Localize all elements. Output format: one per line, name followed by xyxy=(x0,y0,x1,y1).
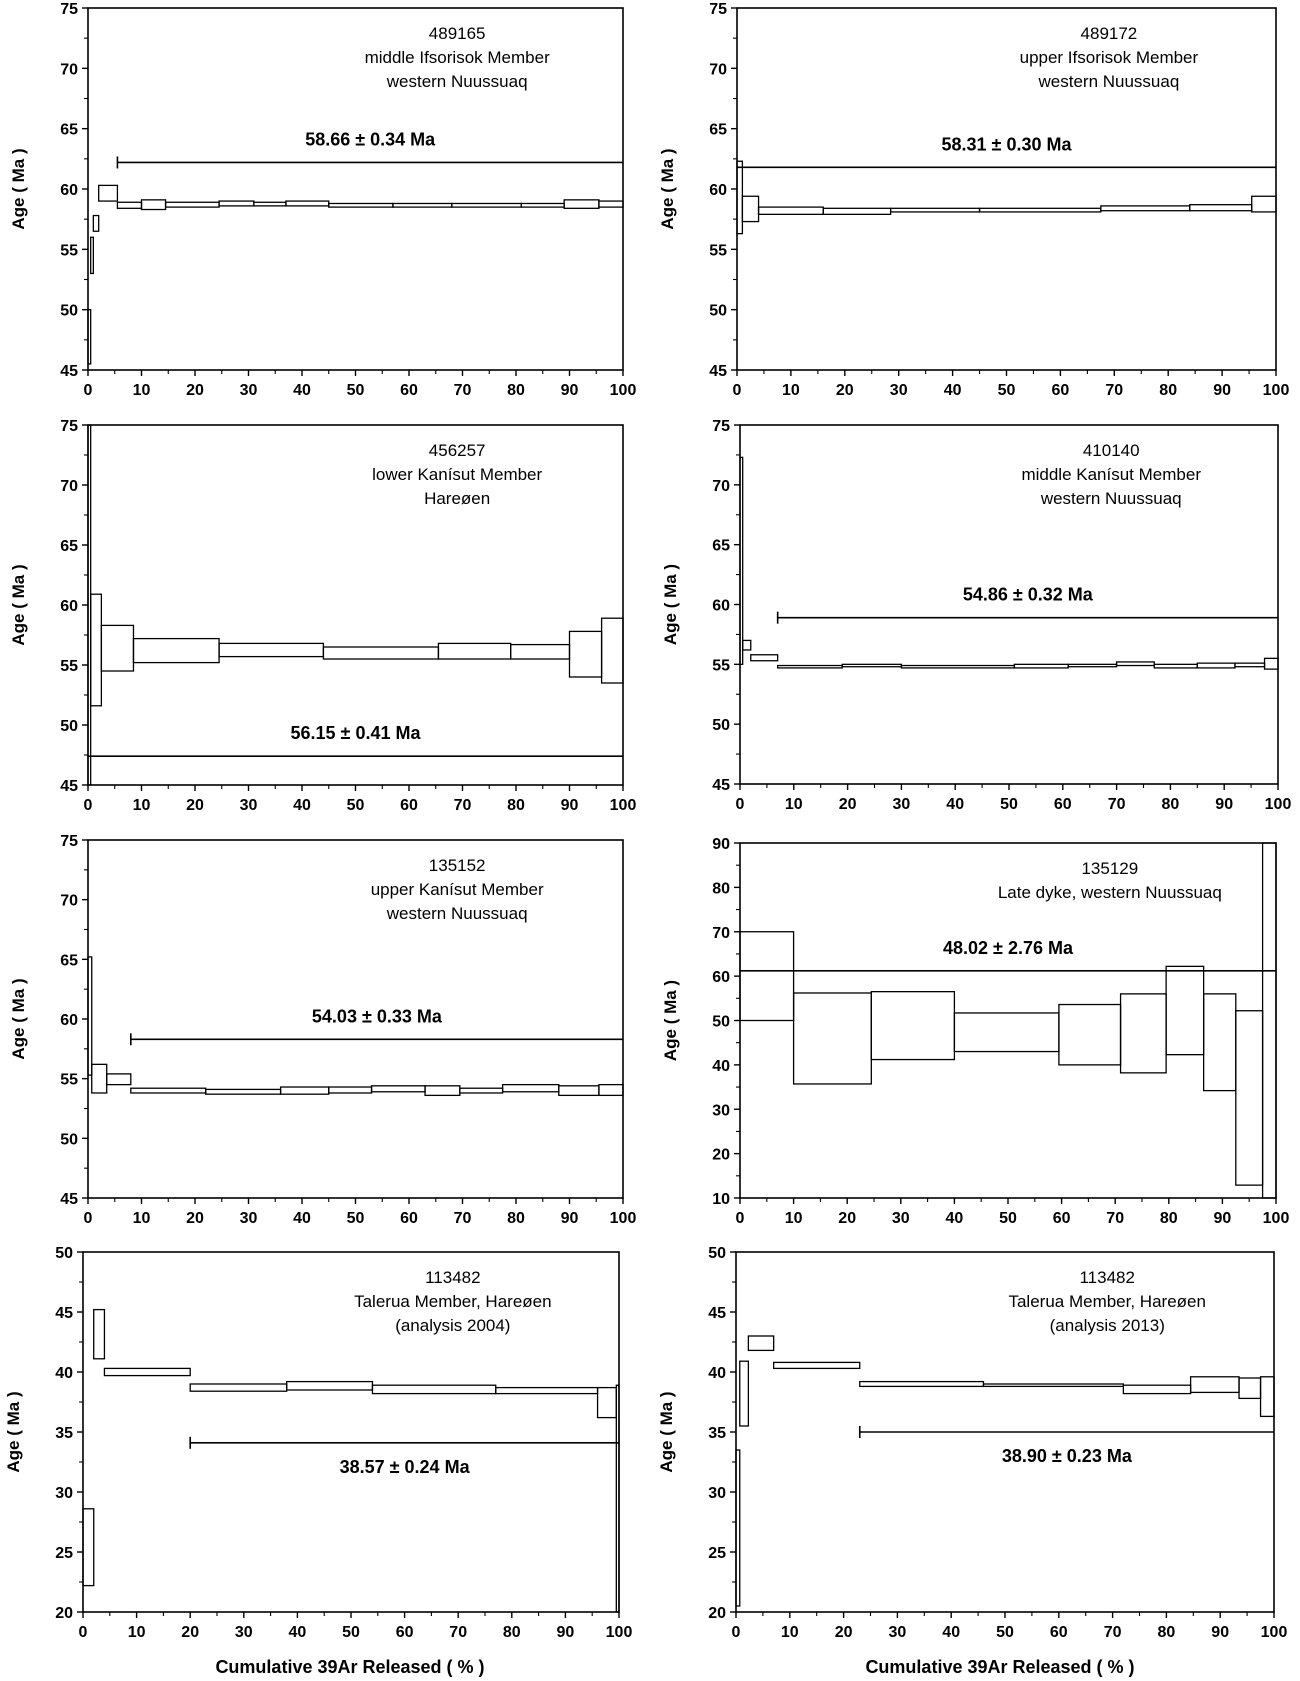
y-tick-label: 50 xyxy=(60,302,78,320)
step-box xyxy=(1117,662,1155,666)
x-tick-label: 30 xyxy=(239,382,258,399)
x-tick-label: 70 xyxy=(1107,796,1126,813)
step-box xyxy=(1197,663,1235,668)
x-tick-label: 0 xyxy=(83,1210,93,1227)
y-tick-label: 50 xyxy=(708,1245,726,1262)
step-box xyxy=(1154,664,1197,668)
step-box xyxy=(1121,994,1167,1073)
x-tick-label: 10 xyxy=(784,1210,803,1227)
step-box xyxy=(1101,206,1190,211)
sample-id: 113482 xyxy=(425,1268,481,1287)
sample-description: middle Ifsorisok Member xyxy=(364,48,550,67)
sample-id: 410140 xyxy=(1082,441,1140,460)
chart-panel-7 xyxy=(4,1245,632,1641)
y-tick-label: 50 xyxy=(60,1131,78,1149)
y-axis-label: Age ( Ma ) xyxy=(4,1391,23,1473)
y-tick-label: 25 xyxy=(55,1545,73,1562)
y-tick-label: 45 xyxy=(60,1191,78,1208)
x-axis-title-right: Cumulative 39Ar Released ( % ) xyxy=(865,1657,1135,1677)
y-tick-label: 70 xyxy=(60,892,78,910)
sample-description: Hareøen xyxy=(424,489,491,508)
step-box xyxy=(93,216,98,232)
step-box xyxy=(92,1064,107,1093)
x-tick-label: 20 xyxy=(838,796,857,813)
x-tick-label: 50 xyxy=(346,382,365,399)
sample-id: 489165 xyxy=(428,24,486,43)
sample-id: 456257 xyxy=(428,441,486,460)
x-tick-label: 30 xyxy=(888,1624,907,1641)
step-box xyxy=(570,631,602,677)
step-box xyxy=(740,1361,749,1426)
y-tick-label: 30 xyxy=(712,1102,730,1120)
y-tick-label: 60 xyxy=(60,1012,78,1029)
chart-panel-6 xyxy=(661,836,1289,1227)
step-box xyxy=(1059,1005,1121,1065)
step-box xyxy=(1235,663,1265,667)
step-box xyxy=(759,207,824,214)
step-box xyxy=(860,1382,984,1387)
plateau-age-label: 48.02 ± 2.76 Ma xyxy=(943,937,1073,958)
x-tick-label: 50 xyxy=(999,1210,1017,1227)
y-tick-label: 65 xyxy=(712,537,730,555)
step-box xyxy=(1014,664,1068,668)
x-tick-label: 40 xyxy=(945,1210,964,1227)
step-box xyxy=(503,1085,559,1092)
sample-description: (analysis 2004) xyxy=(395,1316,511,1335)
step-box xyxy=(206,1089,281,1094)
step-box xyxy=(372,1086,426,1092)
y-tick-label: 35 xyxy=(708,1425,726,1442)
step-box xyxy=(496,1388,598,1394)
step-box xyxy=(438,643,510,659)
x-tick-label: 70 xyxy=(1105,382,1124,399)
y-tick-label: 70 xyxy=(60,61,78,79)
step-box xyxy=(599,1085,623,1096)
x-tick-label: 50 xyxy=(997,382,1016,399)
step-box xyxy=(142,200,166,210)
y-tick-label: 70 xyxy=(712,924,730,942)
x-tick-label: 0 xyxy=(735,1210,745,1227)
x-tick-label: 40 xyxy=(942,1624,961,1641)
y-tick-label: 35 xyxy=(55,1425,73,1442)
x-tick-label: 60 xyxy=(395,1624,414,1641)
y-tick-label: 75 xyxy=(712,418,730,435)
chart-panel-5 xyxy=(9,833,636,1227)
x-tick-label: 80 xyxy=(507,1210,525,1227)
y-tick-label: 40 xyxy=(708,1365,726,1382)
x-tick-label: 20 xyxy=(181,1624,200,1641)
step-box xyxy=(751,655,778,661)
chart-panel-8 xyxy=(657,1245,1287,1641)
step-box xyxy=(166,202,220,207)
step-box xyxy=(891,208,980,212)
y-tick-label: 55 xyxy=(60,242,78,260)
sample-description: Late dyke, western Nuussuaq xyxy=(997,883,1222,902)
step-box xyxy=(88,957,92,1075)
x-tick-label: 60 xyxy=(1051,382,1070,399)
x-tick-label: 30 xyxy=(889,382,908,399)
x-tick-label: 50 xyxy=(342,1624,360,1641)
chart-panel-2 xyxy=(658,1,1289,399)
y-tick-label: 75 xyxy=(60,833,78,850)
x-tick-label: 10 xyxy=(132,1210,151,1227)
x-tick-label: 20 xyxy=(838,1210,857,1227)
step-box xyxy=(1166,966,1204,1054)
x-tick-label: 90 xyxy=(1213,382,1231,399)
x-tick-label: 0 xyxy=(731,1624,741,1641)
x-tick-label: 90 xyxy=(1211,1624,1230,1641)
y-axis-label: Age ( Ma ) xyxy=(661,563,680,646)
x-tick-label: 90 xyxy=(556,1624,575,1641)
step-box xyxy=(1263,843,1276,1198)
step-box xyxy=(117,202,141,208)
x-tick-label: 70 xyxy=(1103,1624,1122,1641)
step-box xyxy=(425,1086,460,1096)
x-tick-label: 10 xyxy=(127,1624,146,1641)
step-box xyxy=(104,1368,190,1375)
x-tick-label: 80 xyxy=(1161,796,1180,813)
plateau-age-label: 58.66 ± 0.34 Ma xyxy=(305,129,436,150)
step-box xyxy=(740,932,794,1021)
step-box xyxy=(133,639,219,663)
y-tick-label: 20 xyxy=(712,1146,730,1164)
sample-description: western Nuussuaq xyxy=(1040,489,1182,508)
step-box xyxy=(372,1385,495,1393)
x-tick-label: 90 xyxy=(560,1210,579,1227)
step-box xyxy=(740,457,743,664)
y-tick-label: 50 xyxy=(712,717,730,735)
sample-description: western Nuussuaq xyxy=(1038,72,1180,91)
step-box xyxy=(983,1384,1123,1386)
x-tick-label: 40 xyxy=(288,1624,307,1641)
x-tick-label: 50 xyxy=(996,1624,1014,1641)
step-box xyxy=(101,625,133,671)
step-box xyxy=(511,645,570,659)
step-box xyxy=(559,1086,599,1096)
sample-id: 135129 xyxy=(1081,859,1139,878)
y-tick-label: 60 xyxy=(60,182,78,199)
step-box xyxy=(1265,658,1278,669)
y-tick-label: 55 xyxy=(60,1071,78,1089)
step-box xyxy=(1191,1377,1239,1393)
step-box xyxy=(286,201,329,206)
sample-description: western Nuussuaq xyxy=(386,72,528,91)
x-tick-label: 70 xyxy=(453,1210,472,1227)
y-tick-label: 55 xyxy=(709,242,727,260)
y-axis-label: Age ( Ma ) xyxy=(658,148,677,230)
x-tick-label: 100 xyxy=(1264,796,1292,813)
sample-description: western Nuussuaq xyxy=(386,904,528,923)
sample-description: lower Kanísut Member xyxy=(372,465,543,484)
y-tick-label: 45 xyxy=(60,778,78,795)
step-box xyxy=(254,202,286,206)
y-tick-label: 70 xyxy=(712,477,730,495)
x-tick-label: 10 xyxy=(780,1624,799,1641)
x-tick-label: 60 xyxy=(400,382,418,399)
step-box xyxy=(219,643,323,656)
y-tick-label: 40 xyxy=(55,1365,73,1382)
y-tick-label: 45 xyxy=(708,1305,726,1322)
y-tick-label: 30 xyxy=(708,1485,726,1502)
panels xyxy=(4,1,1291,1641)
y-axis-label: Age ( Ma ) xyxy=(9,978,28,1060)
step-box xyxy=(742,196,758,221)
y-tick-label: 20 xyxy=(55,1605,73,1622)
x-tick-label: 60 xyxy=(400,797,418,814)
step-box xyxy=(1123,1385,1190,1393)
y-tick-label: 20 xyxy=(708,1605,726,1622)
y-tick-label: 45 xyxy=(55,1305,73,1322)
x-tick-label: 40 xyxy=(293,1210,311,1227)
x-tick-label: 80 xyxy=(502,1624,521,1641)
step-box xyxy=(871,992,954,1060)
step-box xyxy=(131,1088,206,1093)
step-box xyxy=(1236,1011,1263,1185)
x-tick-label: 90 xyxy=(560,797,579,814)
step-box xyxy=(83,1509,94,1586)
x-tick-label: 0 xyxy=(732,382,742,399)
step-box xyxy=(564,200,599,208)
plateau-age-label: 54.86 ± 0.32 Ma xyxy=(962,584,1093,605)
step-box xyxy=(954,1013,1059,1052)
y-axis-label: Age ( Ma ) xyxy=(9,564,28,646)
y-axis-label: Age ( Ma ) xyxy=(657,1391,676,1473)
x-tick-label: 30 xyxy=(234,1624,253,1641)
plateau-age-label: 54.03 ± 0.33 Ma xyxy=(311,1006,442,1027)
step-box xyxy=(94,1310,105,1359)
x-tick-label: 100 xyxy=(1260,1624,1288,1641)
sample-description: Talerua Member, Hareøen xyxy=(1008,1292,1206,1311)
x-tick-label: 0 xyxy=(83,382,93,399)
y-tick-label: 70 xyxy=(709,61,727,79)
plateau-age-label: 58.31 ± 0.30 Ma xyxy=(941,134,1072,155)
step-box xyxy=(329,203,393,207)
x-tick-label: 60 xyxy=(400,1210,418,1227)
x-tick-label: 100 xyxy=(609,1210,637,1227)
sample-description: middle Kanísut Member xyxy=(1021,465,1201,484)
x-tick-label: 70 xyxy=(449,1624,468,1641)
x-tick-label: 90 xyxy=(560,382,579,399)
x-tick-label: 90 xyxy=(1215,796,1234,813)
x-tick-label: 0 xyxy=(735,796,745,813)
x-tick-label: 60 xyxy=(1049,1624,1068,1641)
sample-id: 113482 xyxy=(1079,1268,1135,1287)
y-tick-label: 60 xyxy=(60,598,78,615)
step-box xyxy=(736,1450,740,1606)
x-tick-label: 80 xyxy=(1159,382,1178,399)
plateau-age-label: 38.57 ± 0.24 Ma xyxy=(339,1456,470,1477)
x-tick-label: 60 xyxy=(1053,796,1072,813)
step-box xyxy=(91,594,102,706)
y-tick-label: 50 xyxy=(709,302,727,320)
y-tick-label: 45 xyxy=(712,777,730,794)
sample-description: (analysis 2013) xyxy=(1049,1316,1165,1335)
x-tick-label: 100 xyxy=(1262,382,1290,399)
y-tick-label: 80 xyxy=(712,880,730,898)
chart-panel-4 xyxy=(661,418,1291,813)
step-box xyxy=(1252,196,1276,212)
step-box xyxy=(287,1382,373,1390)
sample-id: 489172 xyxy=(1080,24,1138,43)
step-box xyxy=(190,1384,286,1391)
step-box xyxy=(1239,1378,1261,1398)
x-tick-label: 10 xyxy=(132,797,151,814)
y-tick-label: 75 xyxy=(60,1,78,18)
x-tick-label: 10 xyxy=(132,382,151,399)
x-tick-label: 50 xyxy=(346,1210,365,1227)
step-box xyxy=(794,993,872,1084)
step-box xyxy=(393,203,452,207)
x-tick-label: 0 xyxy=(83,797,93,814)
x-tick-label: 80 xyxy=(507,382,525,399)
sample-description: upper Ifsorisok Member xyxy=(1019,48,1199,67)
x-tick-label: 50 xyxy=(1000,796,1018,813)
chart-panel-1 xyxy=(9,1,636,399)
step-box xyxy=(281,1087,329,1094)
step-box xyxy=(521,203,564,207)
y-tick-label: 50 xyxy=(55,1245,73,1262)
sample-description: upper Kanísut Member xyxy=(370,880,544,899)
y-tick-label: 65 xyxy=(60,538,78,555)
y-tick-label: 50 xyxy=(60,718,78,735)
y-tick-label: 50 xyxy=(712,1013,730,1031)
y-tick-label: 70 xyxy=(60,478,78,495)
x-tick-label: 30 xyxy=(891,1210,910,1227)
x-tick-label: 90 xyxy=(1213,1210,1232,1227)
y-tick-label: 65 xyxy=(709,121,727,139)
y-axis-label: Age ( Ma ) xyxy=(661,979,680,1062)
step-box xyxy=(743,640,751,650)
step-box xyxy=(1068,664,1116,666)
x-tick-label: 30 xyxy=(892,796,911,813)
y-tick-label: 10 xyxy=(712,1191,730,1208)
x-tick-label: 40 xyxy=(946,796,965,813)
plateau-age-label: 56.15 ± 0.41 Ma xyxy=(290,723,421,744)
x-tick-label: 10 xyxy=(784,796,803,813)
x-tick-label: 40 xyxy=(943,382,962,399)
step-box xyxy=(107,1074,131,1085)
step-box xyxy=(1204,994,1236,1091)
x-tick-label: 70 xyxy=(453,797,472,814)
x-tick-label: 80 xyxy=(507,797,525,814)
step-box xyxy=(99,185,118,201)
x-tick-label: 100 xyxy=(605,1624,633,1641)
x-tick-label: 70 xyxy=(1106,1210,1125,1227)
step-box xyxy=(88,310,91,364)
x-tick-label: 100 xyxy=(1262,1210,1290,1227)
chart-panel-3 xyxy=(9,418,636,814)
step-box xyxy=(778,666,843,668)
x-tick-label: 30 xyxy=(239,797,258,814)
x-tick-label: 40 xyxy=(293,382,311,399)
y-tick-label: 45 xyxy=(60,363,78,380)
step-box xyxy=(842,664,901,666)
x-axis-title-left: Cumulative 39Ar Released ( % ) xyxy=(215,1657,485,1677)
y-tick-label: 65 xyxy=(60,952,78,970)
y-tick-label: 45 xyxy=(709,363,727,380)
sample-id: 135152 xyxy=(428,856,486,875)
step-box xyxy=(901,666,1014,668)
y-tick-label: 75 xyxy=(709,1,727,18)
x-tick-label: 0 xyxy=(78,1624,88,1641)
step-box xyxy=(774,1362,860,1368)
step-box xyxy=(91,237,94,273)
y-tick-label: 75 xyxy=(60,418,78,435)
x-tick-label: 50 xyxy=(346,797,365,814)
y-tick-label: 25 xyxy=(708,1545,726,1562)
y-tick-label: 40 xyxy=(712,1057,730,1075)
y-tick-label: 60 xyxy=(709,182,727,199)
x-tick-label: 20 xyxy=(186,1210,204,1227)
x-tick-label: 60 xyxy=(1052,1210,1071,1227)
step-box xyxy=(748,1336,773,1350)
step-box xyxy=(823,208,890,214)
step-box xyxy=(599,201,623,207)
step-box xyxy=(452,203,522,207)
y-tick-label: 65 xyxy=(60,121,78,139)
step-box xyxy=(602,618,623,683)
y-tick-label: 60 xyxy=(712,597,730,615)
x-tick-label: 30 xyxy=(239,1210,258,1227)
y-tick-label: 90 xyxy=(712,836,730,853)
step-box xyxy=(598,1388,617,1418)
x-tick-label: 20 xyxy=(835,382,854,399)
step-box xyxy=(329,1087,372,1093)
step-box xyxy=(616,1385,619,1612)
step-box xyxy=(219,201,254,206)
x-tick-label: 70 xyxy=(453,382,472,399)
y-axis-label: Age ( Ma ) xyxy=(9,148,28,230)
y-tick-label: 55 xyxy=(60,658,78,675)
x-tick-label: 20 xyxy=(186,797,204,814)
step-box xyxy=(1261,1377,1274,1417)
y-tick-label: 60 xyxy=(712,969,730,987)
step-box xyxy=(460,1088,503,1093)
step-box xyxy=(323,647,438,659)
x-tick-label: 80 xyxy=(1159,1210,1178,1227)
x-tick-label: 40 xyxy=(293,797,311,814)
step-box xyxy=(737,161,742,233)
x-tick-label: 10 xyxy=(782,382,800,399)
y-tick-label: 55 xyxy=(712,657,730,675)
plateau-age-label: 38.90 ± 0.23 Ma xyxy=(1001,1446,1132,1466)
x-tick-label: 20 xyxy=(186,382,204,399)
step-box xyxy=(980,208,1101,212)
x-tick-label: 80 xyxy=(1157,1624,1176,1641)
x-tick-label: 100 xyxy=(609,382,637,399)
step-box xyxy=(1190,205,1252,211)
y-tick-label: 30 xyxy=(55,1485,73,1502)
sample-description: Talerua Member, Hareøen xyxy=(354,1292,552,1311)
x-tick-label: 20 xyxy=(834,1624,853,1641)
x-tick-label: 100 xyxy=(609,797,637,814)
